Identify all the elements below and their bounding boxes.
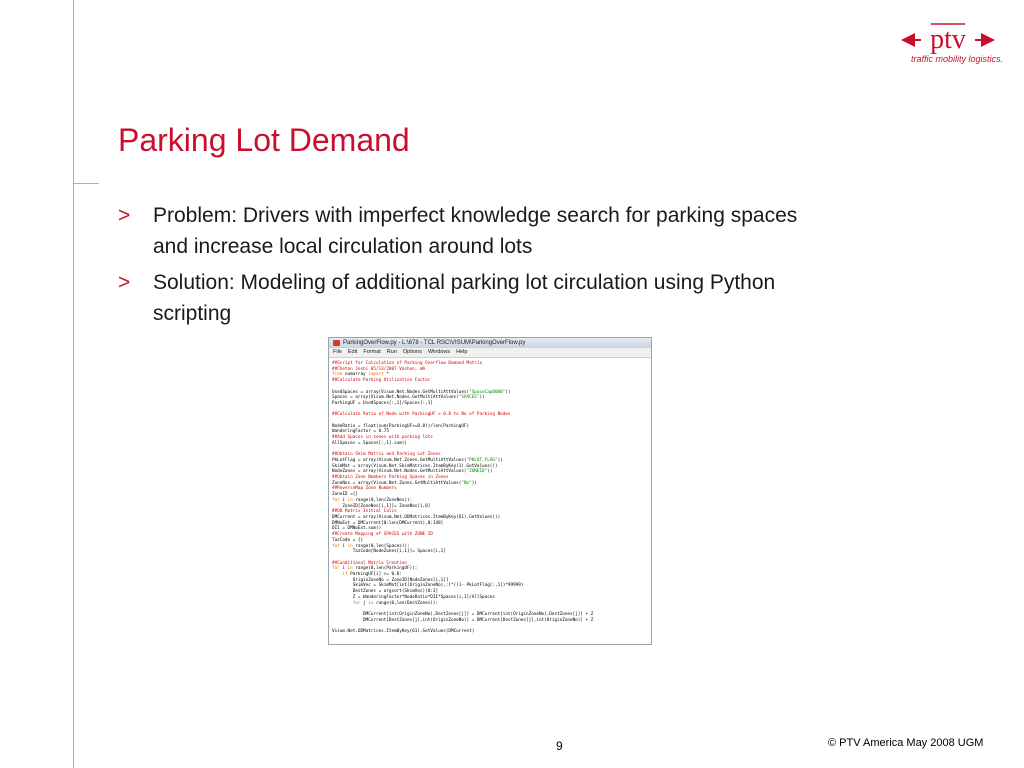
menu-help: Help: [456, 349, 468, 355]
bullet-item: [118, 200, 808, 262]
menu-options: Options: [402, 349, 422, 355]
copyright-notice: © PTV America May 2008 UGM: [828, 737, 984, 749]
menu-run: Run: [386, 349, 397, 355]
title-divider-tick: [73, 183, 99, 184]
editor-window-title: ParkingOverFlow.py - L:\678 - TCL RSC\VISUM\ParkingOverFlow.py: [343, 340, 526, 346]
menu-format: Format: [363, 349, 381, 355]
code-listing-image: ##Script for Calculation of Parking Overflow Demand Matrix ##Chetan Joshi 05/13/2007 Vashon, WA from numarray import * ##Calculate Parking Utilization Factor UsedSpaces = array(Visum.Net.Nodes.GetMultiAttValues("SpaceCap0000")) Spaces = array(Visum.Net.Nodes.GetMultiAttValues("SPACES")) ParkingUF = UsedSpaces[:,1]/Spaces[:,1] ##Calculate Ratio of Node with ParkingUF > 0.8 to No of Parking Nodes NodeRatio = float(sum(ParkingUF>=0.8))/len(ParkingUF) WanderingFactor = 0.75 ##Add Spaces in zones with parking lots AllSpaces = Spaces[:,1].sum() ##Obtain Skim Matrix and Parking Lot Zones PkLotFlag = array(Visum.Net.Zones.GetMultiAttValues("PKLOT_FLAG")) SkimMat = array(Visum.Net.SkimMatrices.ItemByKey(1).GetValues()) NodeZones = array(Visum.Net.Nodes.GetMultiAttValues("ZONEID")) ##Obtain Zone Numbers Parking Spaces in Zones ZoneNos = array(Visum.Net.Zones.GetMultiAttValues("No")) ##ReverseMap Zone Numbers ZoneID ={} for i in range(0,len(ZoneNos)): ZoneID[ZoneNos[i,1]]= ZoneNos[i,0] ##OD Matrix Initial Calcs DMCurrent = array(Visum.Net.ODMatrices.ItemByKey(61).GetValues()) DMNoExt = DMCurrent[0:len(DMCurrent),0:148] DII = DMNoExt.sum() ##Create Mapping of SPACES with ZONE ID TazCode = {} for i in range(0,len(Spaces)): TazCode[NodeZones[i,1]]= Spaces[i,1] ##Conditional Matrix Creation for i in range(0,len(ParkingUF)): if ParkingUF[i] >= 0.8: OriginZoneNo = ZoneID[NodeZones[i,1]] SkimVec = SkimMat[int(OriginZoneNo),:]*((1- PkLotFlag[:,1])*99999) DestZones = argsort(SkimVec)[0:3] Z = WanderingFactor*NodeRatio*DII*Spaces[i,1]/AllSpaces for j in range(0,len(DestZones)): DMCurrent[int(OriginZoneNo),DestZones[j]] = DMCurrent[int(OriginZoneNo),DestZones[j]] + Z DMCurrent[DestZones[j],int(OriginZoneNo)] = DMCurrent[DestZones[j],int(OriginZoneNo)] + Z Visum.Net.ODMatrices.ItemByKey(61).SetValues(DMCurrent): [332, 361, 594, 635]
bullet-text: Solution: Modeling of additional parking lot circulation using Python scripting: [153, 271, 776, 325]
bullet-marker-icon: >: [118, 204, 131, 227]
bullet-list: [118, 200, 808, 334]
bullet-text: Problem: Drivers with imperfect knowledge search for parking spaces and increase local circulation around lots: [153, 204, 798, 258]
menu-windows: Windows: [427, 349, 451, 355]
logo-text: ptv: [930, 24, 966, 55]
page-number: 9: [556, 739, 563, 753]
menu-edit: Edit: [347, 349, 358, 355]
logo-tagline: traffic mobility logistics.: [911, 54, 1004, 64]
bullet-item: [118, 267, 808, 329]
code-editor-screenshot: [328, 337, 652, 645]
bullet-marker-icon: >: [118, 271, 131, 294]
editor-title-bar: [329, 338, 651, 348]
editor-menu-bar: [329, 348, 651, 358]
slide-title: Parking Lot Demand: [118, 122, 410, 158]
menu-file: File: [333, 349, 342, 355]
left-border-line: [73, 0, 74, 768]
python-file-icon: [333, 340, 340, 346]
